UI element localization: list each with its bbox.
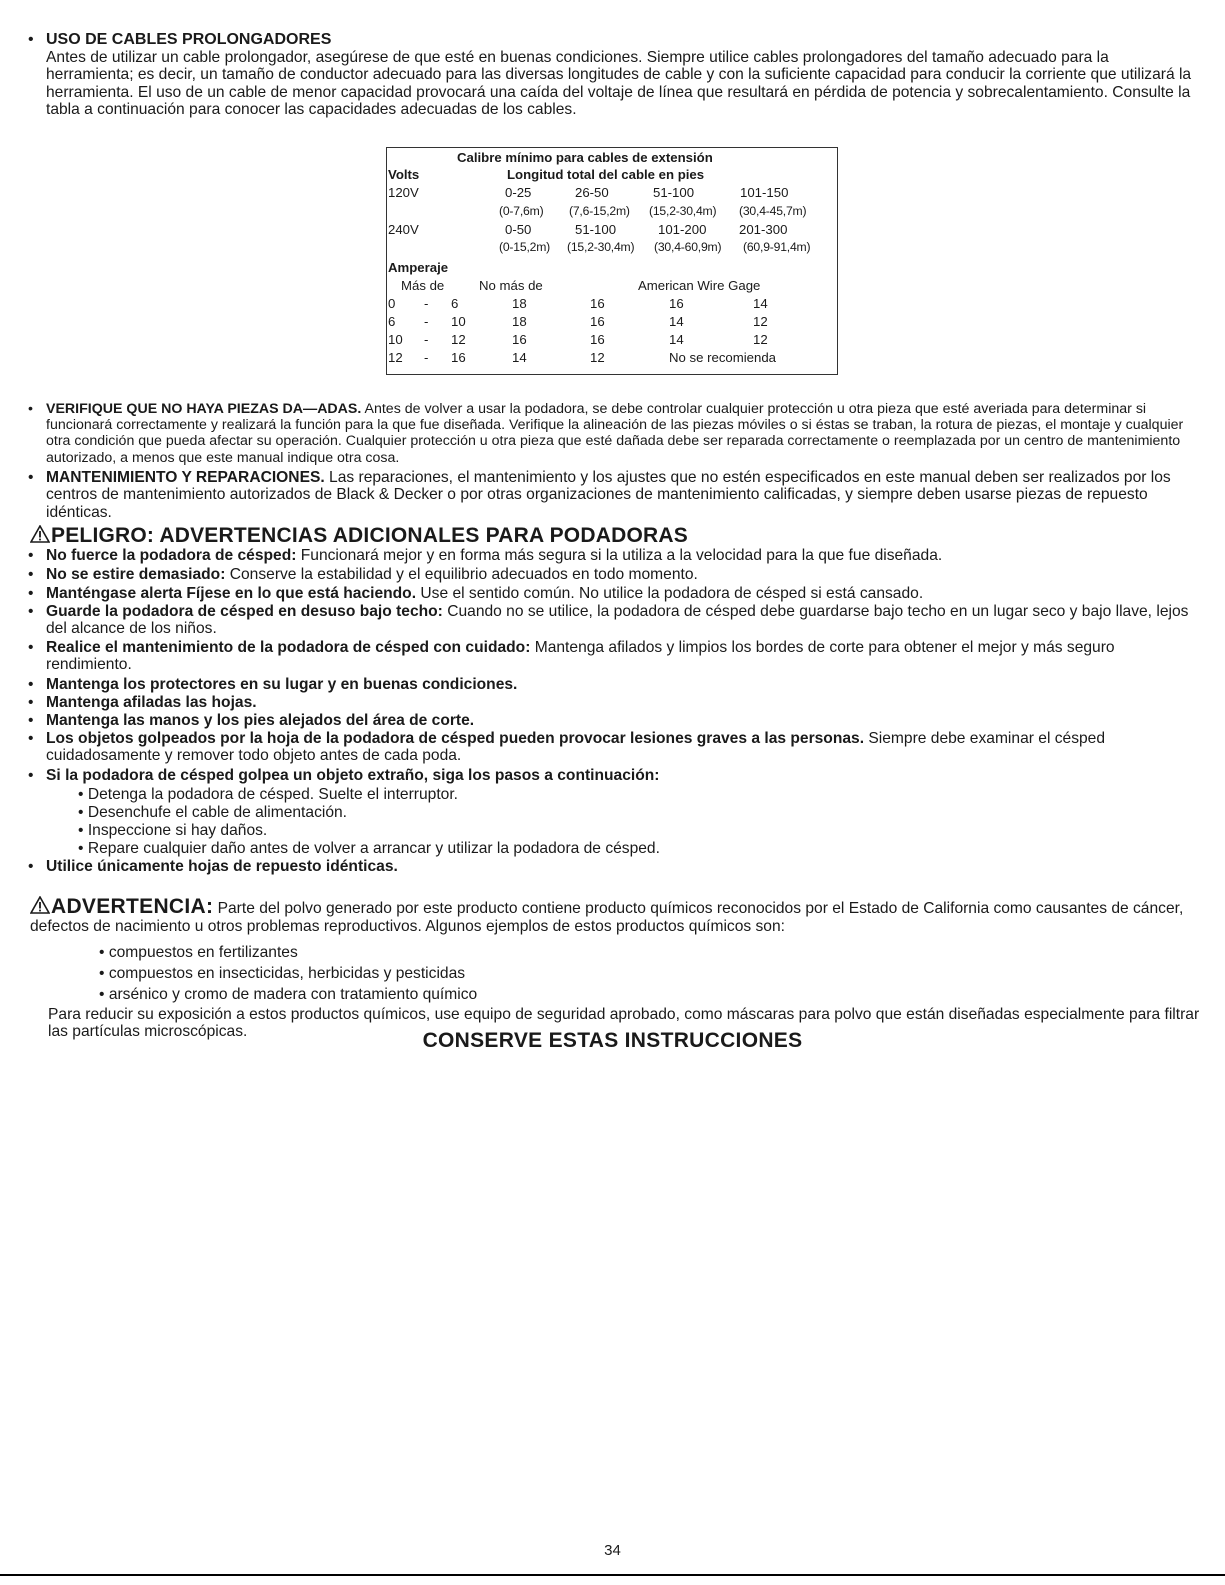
item-heading: No se estire demasiado: bbox=[46, 566, 226, 583]
bullet: • bbox=[28, 401, 33, 417]
bullet: • bbox=[28, 639, 34, 656]
item-text: compuestos en fertilizantes bbox=[108, 944, 298, 961]
table-cell: 14 bbox=[753, 296, 768, 311]
awg-label: American Wire Gage bbox=[638, 278, 761, 293]
warning-triangle-icon bbox=[30, 525, 50, 543]
maintenance-text: Las reparaciones, el mantenimiento y los ajustes que no estén especificados en este manual deben ser realizados por los centros de mantenimiento autorizados de Black & Decker o por otras organizaciones de mantenimiento calificadas, y siempre deben usarse piezas de repuesto idénticas. bbox=[46, 469, 1171, 521]
sub-step bbox=[78, 786, 458, 803]
item-heading: Realice el mantenimiento de la podadora de césped con cuidado: bbox=[46, 639, 531, 656]
volts-240: 240V bbox=[388, 222, 419, 237]
bullet: • bbox=[28, 603, 34, 620]
table-cell: - bbox=[424, 296, 429, 311]
list-item bbox=[99, 965, 465, 982]
table-cell: 51-100 bbox=[653, 185, 695, 200]
table-cell: No se recomienda bbox=[669, 350, 777, 365]
more-than-label: Más de bbox=[401, 278, 445, 293]
bullet-verify-parts bbox=[28, 401, 1198, 466]
bullet: • bbox=[28, 712, 34, 729]
volts-120: 120V bbox=[388, 185, 419, 200]
list-item bbox=[28, 585, 1198, 602]
table-cell: 6 bbox=[451, 296, 459, 311]
table-cell: 6 bbox=[388, 314, 396, 329]
bullet: • bbox=[28, 694, 34, 711]
danger-title: PELIGRO: ADVERTENCIAS ADICIONALES PARA PODADORAS bbox=[51, 524, 688, 547]
item-heading: No fuerce la podadora de césped: bbox=[46, 547, 297, 564]
table-cell: 12 bbox=[388, 350, 403, 365]
warning-title: ADVERTENCIA: bbox=[51, 895, 214, 918]
verify-heading: VERIFIQUE QUE NO HAYA PIEZAS DA—ADAS. bbox=[46, 401, 362, 417]
item-heading: Mantenga los protectores en su lugar y en buenas condiciones. bbox=[46, 676, 518, 693]
bullet: • bbox=[28, 676, 34, 693]
verify-text: Antes de volver a usar la podadora, se debe controlar cualquier protección u otra pieza que esté averiada para determinar si funcionará correctamente y realizará la función para la que fue diseñada. Verifique la alineación de las piezas móviles o si éstas se traban, la rotura de piezas, el montaje y cualquier otra condición que pueda afectar su operación. Cualquier protección u otra pieza que esté dañada debe ser reparada correctamente o reemplazada por un centro de mantenimiento autorizado, a menos que este manual indique otra cosa. bbox=[46, 401, 1184, 466]
list-item bbox=[28, 858, 1198, 875]
item-heading: Mantenga las manos y los pies alejados del área de corte. bbox=[46, 712, 475, 729]
table-cell: 14 bbox=[669, 332, 684, 347]
table-cell: 16 bbox=[590, 332, 605, 347]
bullet: • bbox=[28, 585, 34, 602]
item-text: arsénico y cromo de madera con tratamiento químico bbox=[108, 986, 478, 1003]
table-cell: 18 bbox=[512, 314, 527, 329]
table-cell: (0-15,2m) bbox=[499, 240, 551, 254]
table-cell: 0-50 bbox=[505, 222, 532, 237]
table-cell: (60,9-91,4m) bbox=[743, 240, 811, 254]
list-item bbox=[28, 547, 1198, 564]
maintenance-heading: MANTENIMIENTO Y REPARACIONES. bbox=[46, 469, 325, 486]
table-cell: 101-150 bbox=[740, 185, 789, 200]
sub-step-text: Inspeccione si hay daños. bbox=[87, 822, 268, 839]
table-row bbox=[387, 295, 837, 313]
list-item bbox=[28, 566, 1198, 583]
table-cell: 101-200 bbox=[658, 222, 707, 237]
volts-label: Volts bbox=[388, 167, 420, 182]
table-cell: 10 bbox=[388, 332, 403, 347]
list-item bbox=[99, 944, 298, 961]
list-item bbox=[28, 603, 1198, 638]
table-cell: 10 bbox=[451, 314, 466, 329]
bullet: • bbox=[78, 840, 84, 857]
table-row bbox=[387, 349, 837, 367]
table-cell: - bbox=[424, 314, 429, 329]
item-text: Siempre debe examinar el césped cuidadosamente y remover todo objeto antes de cada poda. bbox=[46, 730, 1106, 765]
list-item bbox=[99, 986, 477, 1003]
table-cell: 12 bbox=[451, 332, 466, 347]
bullet: • bbox=[78, 786, 84, 803]
table-cell: 0-25 bbox=[505, 185, 532, 200]
table-cell: 26-50 bbox=[575, 185, 609, 200]
sub-step bbox=[78, 840, 660, 857]
sub-step bbox=[78, 804, 347, 821]
table-cell: 14 bbox=[669, 314, 684, 329]
table-row bbox=[387, 313, 837, 331]
list-item bbox=[28, 676, 1198, 693]
table-cell: 12 bbox=[590, 350, 605, 365]
item-heading: Utilice únicamente hojas de repuesto idénticas. bbox=[46, 858, 398, 875]
wire-gauge-table bbox=[386, 147, 838, 375]
item-text: Conserve la estabilidad y el equilibrio adecuados en todo momento. bbox=[225, 566, 698, 583]
table-cell: (15,2-30,4m) bbox=[649, 204, 717, 218]
bullet: • bbox=[28, 767, 34, 784]
bullet: • bbox=[28, 547, 34, 564]
length-label: Longitud total del cable en pies bbox=[507, 167, 705, 182]
warning-closing-text: Para reducir su exposición a estos productos químicos, use equipo de seguridad aprobado, como máscaras para polvo que están diseñadas especialmente para filtrar las partículas microscópicas. bbox=[48, 1006, 1200, 1041]
table-cell: 16 bbox=[451, 350, 466, 365]
item-text: compuestos en insecticidas, herbicidas y pesticidas bbox=[108, 965, 466, 982]
table-cell: 12 bbox=[753, 332, 768, 347]
bottom-rule bbox=[0, 1574, 1225, 1576]
table-cell: 12 bbox=[753, 314, 768, 329]
table-cell: 0 bbox=[388, 296, 396, 311]
bullet: • bbox=[78, 804, 84, 821]
bullet: • bbox=[28, 31, 34, 48]
table-cell: - bbox=[424, 332, 429, 347]
table-cell: 14 bbox=[512, 350, 527, 365]
table-cell: (30,4-45,7m) bbox=[739, 204, 807, 218]
table-cell: (30,4-60,9m) bbox=[654, 240, 722, 254]
bullet-maintenance bbox=[28, 469, 1198, 521]
bullet: • bbox=[99, 986, 105, 1003]
item-heading: Los objetos golpeados por la hoja de la podadora de césped pueden provocar lesiones graves a las personas. bbox=[46, 730, 865, 747]
bullet: • bbox=[28, 566, 34, 583]
sub-step-text: Desenchufe el cable de alimentación. bbox=[87, 804, 348, 821]
section-title: USO DE CABLES PROLONGADORES bbox=[46, 31, 332, 48]
table-cell: 16 bbox=[590, 296, 605, 311]
amperage-label: Amperaje bbox=[388, 260, 449, 275]
bullet: • bbox=[99, 965, 105, 982]
table-row bbox=[387, 331, 837, 349]
warning-triangle-icon bbox=[30, 896, 50, 914]
item-heading: Manténgase alerta Fíjese en lo que está haciendo. bbox=[46, 585, 417, 602]
bullet: • bbox=[28, 730, 34, 747]
section-paragraph: Antes de utilizar un cable prolongador, asegúrese de que esté en buenas condiciones. Siempre utilice cables prolongadores del tamaño adecuado para la herramienta; es decir, un tamaño de conductor adecuado para las diversas longitudes de cable y con la suficiente capacidad para conducir la corriente que utilizará la herramienta. El uso de un cable de menor capacidad provocará una caída del voltaje de línea que resultará en pérdida de potencia y sobrecalentamiento. Consulte la tabla a continuación para conocer las capacidades adecuadas de los cables. bbox=[46, 49, 1192, 119]
sub-step-text: Repare cualquier daño antes de volver a arrancar y utilizar la podadora de césped. bbox=[87, 840, 660, 857]
section-extension-cords bbox=[28, 31, 1198, 119]
page-number: 34 bbox=[604, 1542, 621, 1559]
list-item bbox=[28, 767, 1198, 784]
table-cell: 16 bbox=[512, 332, 527, 347]
item-heading: Guarde la podadora de césped en desuso bajo techo: bbox=[46, 603, 443, 620]
list-item bbox=[28, 694, 1198, 711]
item-heading: Mantenga afiladas las hojas. bbox=[46, 694, 257, 711]
bullet: • bbox=[28, 469, 34, 486]
danger-heading bbox=[30, 524, 688, 548]
save-instructions-heading: CONSERVE ESTAS INSTRUCCIONES bbox=[422, 1029, 803, 1052]
bullet: • bbox=[28, 858, 34, 875]
table-cell: - bbox=[424, 350, 429, 365]
table-title: Calibre mínimo para cables de extensión bbox=[457, 150, 713, 165]
table-cell: (0-7,6m) bbox=[499, 204, 544, 218]
bullet: • bbox=[78, 822, 84, 839]
item-text: Funcionará mejor y en forma más segura si la utiliza a la velocidad para la que fue diseñada. bbox=[296, 547, 943, 564]
warning-paragraph bbox=[30, 896, 1200, 936]
table-cell: 16 bbox=[590, 314, 605, 329]
item-text: Mantenga afilados y limpios los bordes de corte para obtener el mejor y más seguro rendimiento. bbox=[46, 639, 1115, 674]
item-text: Use el sentido común. No utilice la podadora de césped si está cansado. bbox=[416, 585, 924, 602]
table-cell: 201-300 bbox=[739, 222, 788, 237]
list-item bbox=[28, 730, 1198, 765]
table-cell: 16 bbox=[669, 296, 684, 311]
table-cell: 18 bbox=[512, 296, 527, 311]
bullet: • bbox=[99, 944, 105, 961]
item-text: Cuando no se utilice, la podadora de césped debe guardarse bajo techo en un lugar seco y bajo llave, lejos del alcance de los niños. bbox=[46, 603, 1189, 638]
list-item bbox=[28, 712, 1198, 729]
table-cell: (15,2-30,4m) bbox=[567, 240, 635, 254]
no-more-than-label: No más de bbox=[479, 278, 543, 293]
table-cell: (7,6-15,2m) bbox=[569, 204, 630, 218]
sub-step bbox=[78, 822, 267, 839]
sub-step-text: Detenga la podadora de césped. Suelte el interruptor. bbox=[87, 786, 458, 803]
warning-text: Parte del polvo generado por este producto contiene producto químicos reconocidos por el Estado de California como causantes de cáncer, defectos de nacimiento u otros problemas reproductivos. Algunos ejemplos de estos productos químicos son: bbox=[30, 900, 1184, 935]
list-item bbox=[28, 639, 1198, 674]
item-heading: Si la podadora de césped golpea un objeto extraño, siga los pasos a continuación: bbox=[46, 767, 660, 784]
table-cell: 51-100 bbox=[575, 222, 617, 237]
